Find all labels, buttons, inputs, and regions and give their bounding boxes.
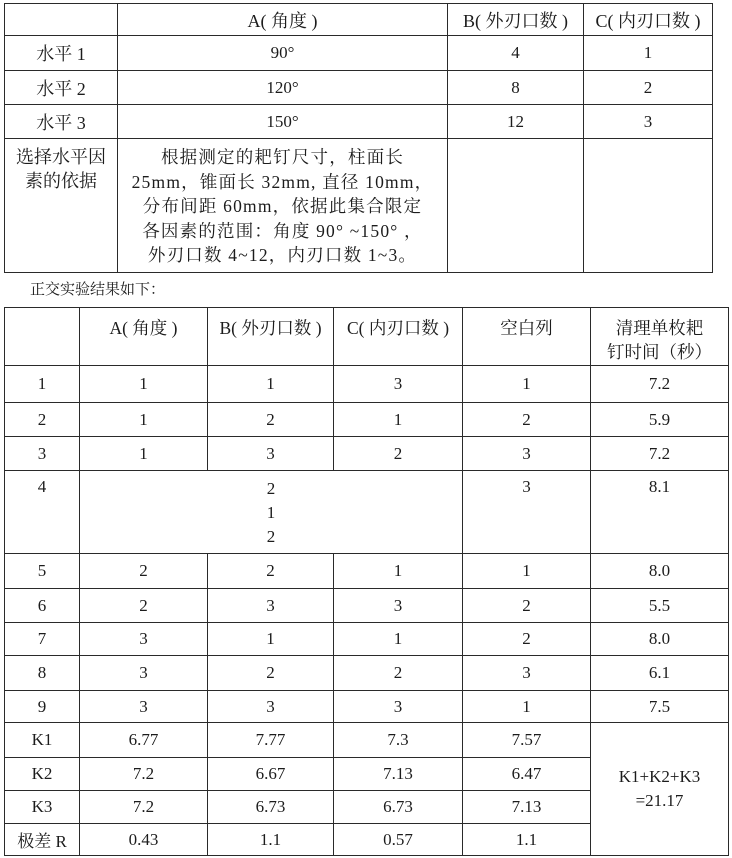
run-time: 5.5 [591, 589, 729, 623]
run-time: 6.1 [591, 656, 729, 691]
selection-basis-text-line: 根据测定的耙钉尺寸，柱面长 [160, 147, 405, 167]
run-abc-value: 2 [266, 527, 276, 546]
run-number: 8 [5, 656, 80, 691]
level-row [5, 71, 713, 105]
level-label: 水平 3 [5, 105, 118, 139]
stat-factor-c: 7.3 [334, 723, 463, 758]
run-factor-b: 2 [208, 403, 334, 437]
level-outer-edges: 12 [448, 105, 584, 139]
corner-cell [5, 308, 80, 366]
header-factor-b: B( 外刃口数 ) [448, 4, 584, 36]
level-angle: 150° [118, 105, 448, 139]
run-row [5, 403, 729, 437]
run-abc-merged-cell [80, 471, 463, 554]
run-row [5, 366, 729, 403]
run-factor-c: 2 [334, 656, 463, 691]
factor-levels-table [4, 3, 713, 273]
selection-basis-label-line: 选择水平因 [16, 147, 106, 167]
run-factor-a: 3 [80, 656, 208, 691]
level-outer-edges: 4 [448, 36, 584, 71]
stat-factor-b: 7.77 [208, 723, 334, 758]
selection-basis-text-line: 各因素的范围：角度 90° ~150° ， [142, 220, 423, 241]
run-factor-c: 3 [334, 691, 463, 723]
run-abc-value: 1 [266, 503, 276, 522]
stat-factor-b: 6.67 [208, 758, 334, 791]
stat-factor-a: 6.77 [80, 723, 208, 758]
run-factor-b: 1 [208, 623, 334, 656]
stat-row [5, 723, 729, 758]
run-time: 7.5 [591, 691, 729, 723]
stat-blank: 7.57 [463, 723, 591, 758]
level-inner-edges: 3 [584, 105, 713, 139]
header-cleaning-time-line: 清理单枚耙 [615, 318, 704, 338]
run-factor-a: 1 [80, 403, 208, 437]
time-sum-line: =21.17 [635, 791, 684, 810]
run-row [5, 656, 729, 691]
run-time: 8.0 [591, 554, 729, 589]
run-factor-c: 1 [334, 403, 463, 437]
empty-cell [448, 139, 584, 273]
selection-basis-label [5, 139, 118, 273]
level-inner-edges: 1 [584, 36, 713, 71]
run-number: 5 [5, 554, 80, 589]
levels-header-row [5, 4, 713, 36]
empty-cell [584, 139, 713, 273]
selection-basis-text-line: 25mm，锥面长 32mm, 直径 10mm， [131, 171, 434, 192]
run-row [5, 471, 729, 554]
level-label: 水平 2 [5, 71, 118, 105]
run-row [5, 691, 729, 723]
run-number: 4 [5, 471, 80, 554]
stat-label: 极差 R [5, 824, 80, 856]
run-factor-c: 2 [334, 437, 463, 471]
stat-factor-b: 6.73 [208, 791, 334, 824]
stat-factor-a: 7.2 [80, 791, 208, 824]
stat-label: K3 [5, 791, 80, 824]
run-factor-c: 1 [334, 623, 463, 656]
run-time: 5.9 [591, 403, 729, 437]
run-number: 9 [5, 691, 80, 723]
level-angle: 90° [118, 36, 448, 71]
run-blank: 1 [463, 554, 591, 589]
time-sum-line: K1+K2+K3 [618, 767, 701, 786]
stat-factor-c: 0.57 [334, 824, 463, 856]
run-blank: 3 [463, 437, 591, 471]
stat-factor-b: 1.1 [208, 824, 334, 856]
run-row [5, 623, 729, 656]
run-time: 8.0 [591, 623, 729, 656]
selection-basis-text-line: 外刃口数 4~12，内刃口数 1~3。 [147, 245, 418, 265]
run-row [5, 589, 729, 623]
level-outer-edges: 8 [448, 71, 584, 105]
run-factor-b: 3 [208, 437, 334, 471]
run-abc-value: 2 [266, 479, 276, 498]
run-factor-a: 3 [80, 623, 208, 656]
run-number: 7 [5, 623, 80, 656]
selection-basis-row [5, 139, 713, 273]
run-blank: 2 [463, 403, 591, 437]
header-factor-c: C( 内刃口数 ) [334, 308, 463, 366]
orthogonal-results-table [4, 307, 729, 856]
run-time: 7.2 [591, 366, 729, 403]
stat-blank: 7.13 [463, 791, 591, 824]
stat-factor-c: 6.73 [334, 791, 463, 824]
run-time: 8.1 [591, 471, 729, 554]
run-factor-b: 3 [208, 691, 334, 723]
run-number: 2 [5, 403, 80, 437]
stat-label: K1 [5, 723, 80, 758]
corner-cell [5, 4, 118, 36]
header-factor-a: A( 角度 ) [118, 4, 448, 36]
selection-basis-text-line: 分布间距 60mm，依据此集合限定 [142, 196, 423, 216]
level-inner-edges: 2 [584, 71, 713, 105]
run-blank: 2 [463, 623, 591, 656]
time-sum-cell [591, 723, 729, 856]
stat-factor-a: 0.43 [80, 824, 208, 856]
selection-basis-text [118, 139, 448, 273]
run-blank: 2 [463, 589, 591, 623]
stat-factor-c: 7.13 [334, 758, 463, 791]
run-number: 1 [5, 366, 80, 403]
run-number: 3 [5, 437, 80, 471]
run-factor-b: 1 [208, 366, 334, 403]
run-factor-b: 3 [208, 589, 334, 623]
header-blank-column: 空白列 [463, 308, 591, 366]
header-cleaning-time-line: 钉时间（秒） [607, 342, 712, 362]
run-time: 7.2 [591, 437, 729, 471]
stat-label: K2 [5, 758, 80, 791]
results-header-row [5, 308, 729, 366]
run-factor-c: 1 [334, 554, 463, 589]
run-blank: 3 [463, 471, 591, 554]
level-label: 水平 1 [5, 36, 118, 71]
run-blank: 1 [463, 691, 591, 723]
header-cleaning-time [591, 308, 729, 366]
stat-blank: 6.47 [463, 758, 591, 791]
level-angle: 120° [118, 71, 448, 105]
header-factor-c: C( 内刃口数 ) [584, 4, 713, 36]
run-factor-a: 1 [80, 366, 208, 403]
run-factor-a: 3 [80, 691, 208, 723]
run-factor-b: 2 [208, 554, 334, 589]
stat-factor-a: 7.2 [80, 758, 208, 791]
level-row [5, 105, 713, 139]
run-row [5, 437, 729, 471]
run-number: 6 [5, 589, 80, 623]
run-factor-a: 1 [80, 437, 208, 471]
level-row [5, 36, 713, 71]
run-row [5, 554, 729, 589]
run-factor-a: 2 [80, 589, 208, 623]
header-factor-b: B( 外刃口数 ) [208, 308, 334, 366]
run-factor-a: 2 [80, 554, 208, 589]
run-factor-b: 2 [208, 656, 334, 691]
run-blank: 3 [463, 656, 591, 691]
stat-blank: 1.1 [463, 824, 591, 856]
results-caption: 正交实验结果如下： [30, 282, 166, 298]
selection-basis-label-line: 素的依据 [25, 171, 97, 191]
run-factor-c: 3 [334, 366, 463, 403]
header-factor-a: A( 角度 ) [80, 308, 208, 366]
run-blank: 1 [463, 366, 591, 403]
run-factor-c: 3 [334, 589, 463, 623]
